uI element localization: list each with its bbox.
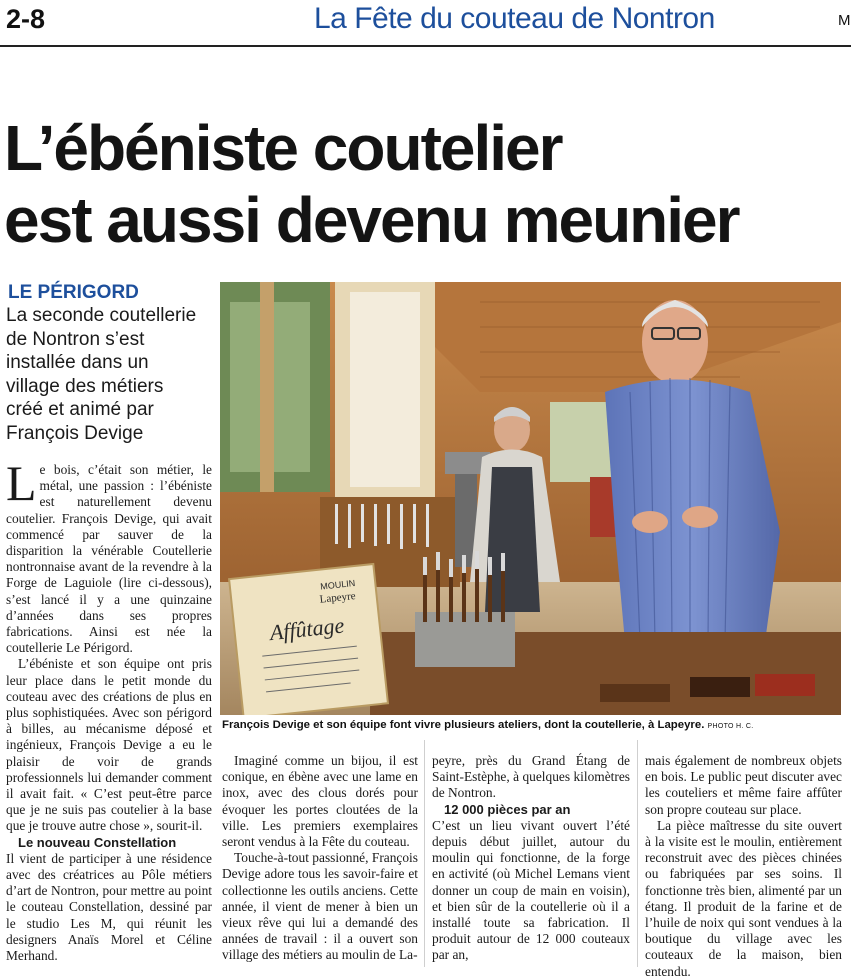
column-divider (637, 740, 638, 967)
caption-text: François Devige et son équipe font vivre plusieurs ateliers, dont la coutellerie, à Lapeyre. (222, 719, 705, 731)
drop-cap: L (6, 455, 37, 511)
workshop-photo (220, 282, 841, 715)
paragraph: Il vient de participer à une résidence avec des créatrices au Pôle métiers d’art de Nontron, pour mettre au point le couteau Constellation, dessiné par le studio Les M, qui réunit les designers Anaïs Morel et Céline Merhand. (6, 850, 212, 964)
article-column-1 (6, 455, 212, 964)
column-divider (424, 740, 425, 967)
paragraph: L’ébéniste et son équipe ont pris leur place dans le petit monde du couteau avec des créations de plus en plus sophistiquées. Avec son périgord à billes, au mécanisme déposé et ingénieux, François Devige a eu le plaisir de voir de grands professionnels lui demander comment il avait fait. « C’est peut-être parce que je ne suis pas coutelier à la base que je trouve autre chose », sourit-il. (6, 656, 212, 834)
subheading: 12 000 pièces par an (444, 801, 571, 817)
paragraph: Imaginé comme un bijou, il est conique, en ébène avec une lame en inox, avec des clous dorés pour évoquer les portes cloutées de la ville. Les premiers exemplaires seront vendus à la Fête du couteau. (222, 753, 418, 850)
sign-moulin: MOULIN (319, 577, 356, 592)
lead-line: installée dans un (6, 352, 149, 373)
sign-place: Lapeyre (319, 590, 357, 606)
lead-line: François Devige (6, 422, 144, 444)
header-rule (0, 45, 851, 47)
photo-credit: PHOTO H. C. (707, 723, 754, 730)
article-column-3 (432, 753, 630, 964)
section-title: La Fête du couteau de Nontron (314, 2, 715, 35)
lead-line: de Nontron s’est (6, 328, 145, 350)
subheading: Le nouveau Constellation (18, 834, 177, 850)
headline-line-1: L’ébéniste coutelier (4, 112, 562, 184)
headline-line-2: est aussi devenu meunier (4, 184, 739, 256)
photo-caption (222, 719, 842, 731)
paragraph: C’est un lieu vivant ouvert l’été depuis début juillet, autour du moulin qui fonctionne, de la forge en activité (où Michel Lemans vient donner un coup de main en voisin), et bien sûr de la coutellerie où il a installé toute sa fabrication. Il produit autour de 12 000 couteaux par an, (432, 817, 630, 963)
lead-line: village des métiers (6, 375, 164, 397)
article-column-4 (645, 753, 842, 980)
lead-line: créé et animé par (6, 399, 154, 420)
lead-paragraph (6, 304, 218, 445)
lead-line: La seconde coutellerie (6, 305, 197, 326)
paragraph: Touche-à-tout passionné, François Devige adore tous les savoir-faire et collectionne les outils anciens. Cette année, il vient de mener à bien un vieux rêve qui lui a demandé des années de travail : il a ouvert son village des métiers au moulin de La- (222, 850, 418, 963)
sign-title: Affûtage (268, 612, 346, 646)
page-number: 2-8 (6, 4, 46, 34)
paragraph: mais également de nombreux objets en bois. Le public peut discuter avec les couteliers et même faire affûter son propre couteau sur place. (645, 753, 842, 817)
kicker: LE PÉRIGORD (8, 282, 139, 303)
article-column-2 (222, 753, 418, 964)
paragraph: peyre, près du Grand Étang de Saint-Estèphe, à quelques kilomètres de Nontron. (432, 753, 630, 801)
headline (4, 112, 849, 256)
paragraph: Le bois, c’était son métier, le métal, une passion : l’ébéniste est naturellement devenu coutelier. François Devige, qui avait commencé par sauver de la disparition la vénérable Coutellerie nontronnaise avant de la revendre à la Forge de Laguiole (lire ci-dessous), s’est lancé il y a une quinzaine d’années dans ses propres fabrications. Ainsi est née la coutellerie Le Périgord. (6, 455, 212, 656)
paragraph: La pièce maîtresse du site ouvert à la visite est le moulin, entièrement reconstruit avec des pièces chinées ou fabriquées par ses soins. Il fonctionne très bien, alimenté par un étang. Il produit de la farine et de l’huile de noix qui sont vendues à la boutique du village avec les couteaux de la maison, bien entendu. (645, 817, 842, 979)
corner-mark: M (838, 12, 851, 29)
